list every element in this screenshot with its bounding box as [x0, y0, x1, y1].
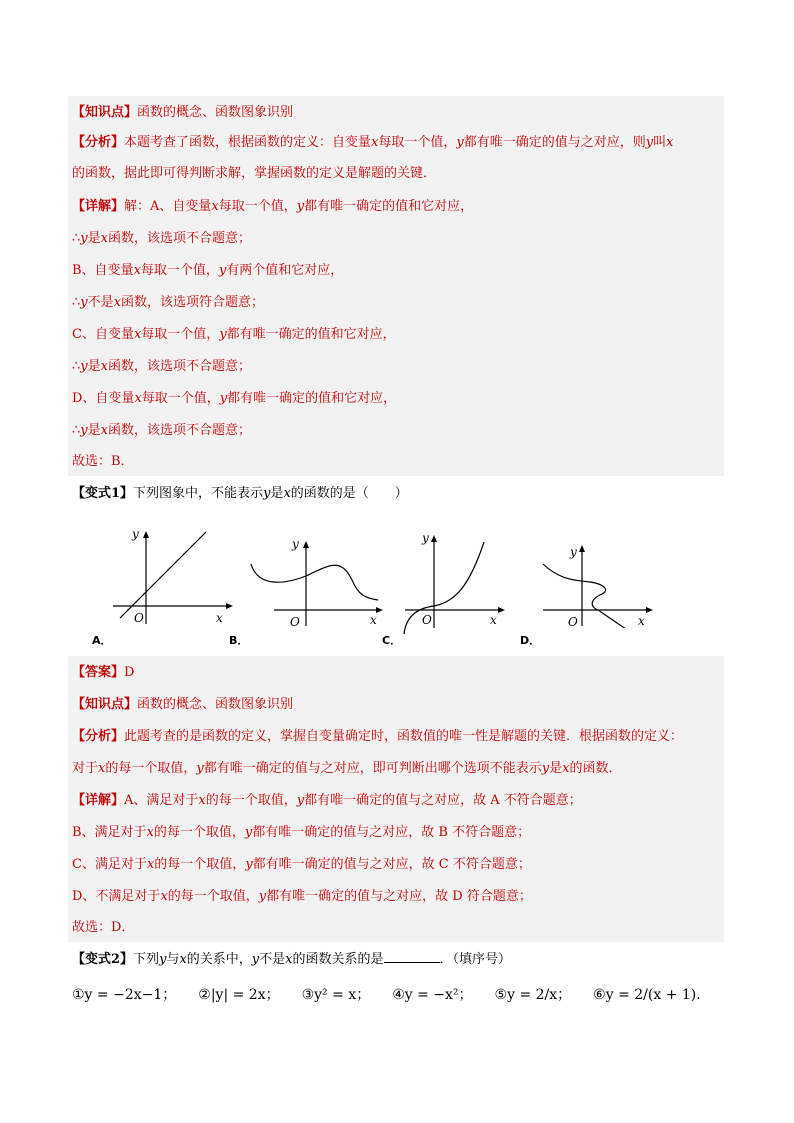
graph-b-y-label: y	[292, 537, 299, 551]
graph-d-x-label: x	[638, 614, 645, 628]
analysis2-line-1: 【分析】此题考查的是函数的定义，掌握自变量确定时，函数值的唯一性是解题的关键．根据函数的定义：	[72, 729, 684, 744]
option-a-label: A．	[92, 634, 112, 647]
detail2-line-c: C、满足对于x的每一个取值，y都有唯一确定的值与之对应，故 C 不符合题意；	[72, 857, 531, 872]
detail-line-6: ∴y是x函数，该选项不合题意；	[72, 359, 252, 374]
graph-d-curve	[543, 564, 642, 628]
answer-line: 【答案】D	[72, 665, 135, 680]
graph-b	[246, 528, 386, 628]
detail-line-8: ∴y是x函数，该选项不合题意；	[72, 423, 252, 438]
graph-c-x-label: x	[490, 613, 497, 627]
option-d-label: D．	[520, 634, 541, 647]
analysis-line-2: 的函数，据此即可得判断求解，掌握函数的定义是解题的关键．	[72, 166, 437, 181]
solution-block-1	[68, 96, 724, 476]
graph-c-y-label: y	[422, 531, 429, 545]
graph-c	[400, 528, 510, 636]
detail-line-1: 【详解】解：A、自变量x每取一个值，y都有唯一确定的值和它对应，	[72, 199, 474, 214]
item-5: ⑤y = 2/x；	[494, 987, 572, 1003]
graph-c-curve	[404, 542, 484, 634]
variant2-tag: 【变式2】	[72, 952, 134, 967]
graph-b-x-label: x	[370, 613, 377, 627]
knowledge-point-line-2: 【知识点】函数的概念、函数图象识别	[72, 697, 294, 712]
item-3: ③y² = x；	[301, 987, 371, 1003]
graph-d	[538, 528, 658, 628]
knowledge-point-tag: 【知识点】	[72, 105, 138, 120]
variant2-items	[72, 986, 710, 1004]
graph-a-y-label: y	[132, 528, 139, 541]
graph-c-origin: O	[422, 613, 432, 627]
graph-a-origin: O	[134, 611, 144, 625]
answer-blank[interactable]	[384, 950, 440, 963]
variant2-question: 【变式2】下列y与x的关系中，y不是x的函数关系的是 ．（填序号）	[72, 952, 512, 967]
option-b-label: B．	[229, 634, 249, 647]
graph-a	[108, 528, 238, 628]
analysis-line-1: 【分析】本题考查了函数，根据函数的定义：自变量x每取一个值，y都有唯一确定的值与之对应，则y叫x	[72, 135, 674, 150]
detail-line-7: D、自变量x每取一个值，y都有唯一确定的值和它对应，	[72, 391, 397, 406]
graph-a-x-label: x	[216, 611, 223, 625]
graph-d-origin: O	[568, 615, 578, 628]
graph-a-curve	[120, 532, 206, 618]
item-1: ①y = −2x−1；	[72, 987, 177, 1003]
analysis2-line-2: 对于x的每一个取值，y都有唯一确定的值与之对应，即可判断出哪个选项不能表示y是x的函数．	[72, 761, 622, 776]
item-4: ④y = −x²；	[392, 987, 473, 1003]
choice-line-2: 故选：D．	[72, 920, 135, 935]
detail-line-5: C、自变量x每取一个值，y都有唯一确定的值和它对应，	[72, 327, 396, 342]
knowledge-point-line: 【知识点】函数的概念、函数图象识别	[72, 105, 294, 120]
item-6: ⑥y = 2/(x + 1)．	[593, 987, 711, 1003]
variant1-question: 【变式1】下列图象中，不能表示y是x的函数的是（ ）	[72, 486, 408, 501]
graph-b-curve	[251, 564, 378, 600]
detail-line-4: ∴y不是x函数，该选项符合题意；	[72, 295, 265, 310]
option-c-label: C．	[382, 634, 402, 647]
detail2-line-b: B、满足对于x的每一个取值，y都有唯一确定的值与之对应，故 B 不符合题意；	[72, 825, 531, 840]
choice-line-1: 故选：B．	[72, 454, 134, 469]
detail2-line-a: 【详解】A、满足对于x的每一个取值，y都有唯一确定的值与之对应，故 A 不符合题意；	[72, 793, 582, 808]
detail-line-2: ∴y是x函数，该选项不合题意；	[72, 231, 252, 246]
detail-line-3: B、自变量x每取一个值，y有两个值和它对应，	[72, 263, 344, 278]
graph-b-origin: O	[290, 615, 300, 628]
detail2-line-d: D、不满足对于x的每一个取值，y都有唯一确定的值与之对应，故 D 符合题意；	[72, 889, 532, 904]
graph-d-y-label: y	[570, 545, 577, 559]
variant1-tag: 【变式1】	[72, 486, 134, 501]
item-2: ②|y| = 2x；	[198, 987, 280, 1003]
